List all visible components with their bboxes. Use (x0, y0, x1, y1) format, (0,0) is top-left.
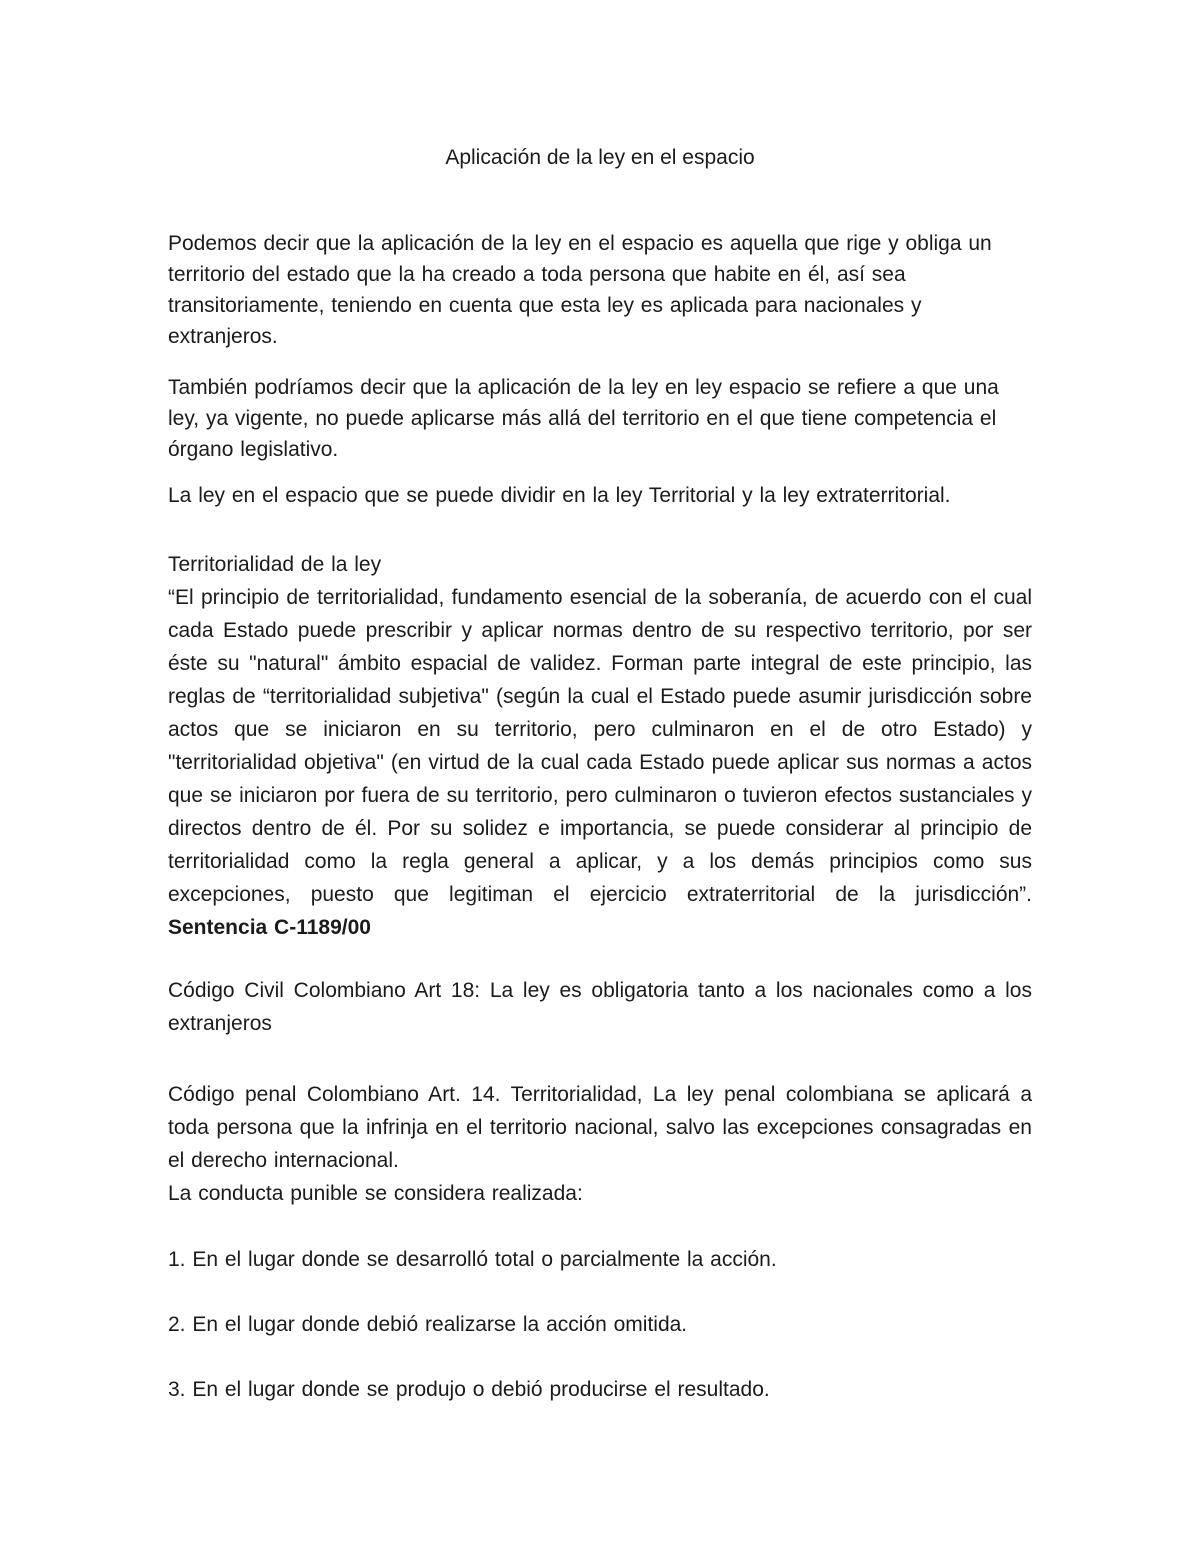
paragraph-vigencia: También podríamos decir que la aplicación de la ley en ley espacio se refiere a que una ley, ya vigente, no puede aplicarse más allá del territorio en el que tiene competencia el órgano legislativo. (168, 376, 999, 461)
territorialidad-quote: “El principio de territorialidad, fundamento esencial de la soberanía, de acuerdo con el cual cada Estado puede prescribir y aplicar normas dentro de su respectivo territorio, por ser éste su "natural" ámbito espacial de validez. Forman parte integral de este principio, las reglas de “territorialidad subjetiva" (según la cual el Estado puede asumir jurisdicción sobre actos que se iniciaron en su territorio, pero culminaron en el de otro Estado) y "territorialidad objetiva" (en virtud de la cual cada Estado puede aplicar sus normas a actos que se iniciaron por fuera de su territorio, pero culminaron o tuvieron efectos sustanciales y directos dentro de él. Por su solidez e importancia, se puede considerar al principio de territorialidad como la regla general a aplicar, y a los demás principios como sus excepciones, puesto que legitiman el ejercicio extraterritorial de la jurisdicción”. (168, 586, 1032, 906)
list-item-3: 3. En el lugar donde se produjo o debió producirse el resultado. (168, 1378, 770, 1401)
list-item-2: 2. En el lugar donde debió realizarse la acción omitida. (168, 1313, 688, 1336)
codigo-penal-paragraph: Código penal Colombiano Art. 14. Territorialidad, La ley penal colombiana se aplicará a toda persona que la infrinja en el territorio nacional, salvo las excepciones consagradas en el derecho internacional. (168, 1083, 1032, 1172)
paragraph-division: La ley en el espacio que se puede dividir en la ley Territorial y la ley extraterritorial. (168, 484, 951, 507)
conducta-punible-line: La conducta punible se considera realizada: (168, 1182, 583, 1205)
sentencia-reference: Sentencia C-1189/00 (168, 916, 371, 939)
codigo-civil-paragraph: Código Civil Colombiano Art 18: La ley es obligatoria tanto a los nacionales como a los extranjeros (168, 979, 1032, 1035)
territorialidad-heading: Territorialidad de la ley (168, 553, 382, 576)
list-item-1: 1. En el lugar donde se desarrolló total o parcialmente la acción. (168, 1248, 777, 1271)
document-title: Aplicación de la ley en el espacio (445, 146, 755, 169)
paragraph-definicion: Podemos decir que la aplicación de la ley en el espacio es aquella que rige y obliga un territorio del estado que la ha creado a toda persona que habite en él, así sea transitoriamente, teniendo en cuenta que esta ley es aplicada para nacionales y extranjeros. (168, 232, 992, 348)
